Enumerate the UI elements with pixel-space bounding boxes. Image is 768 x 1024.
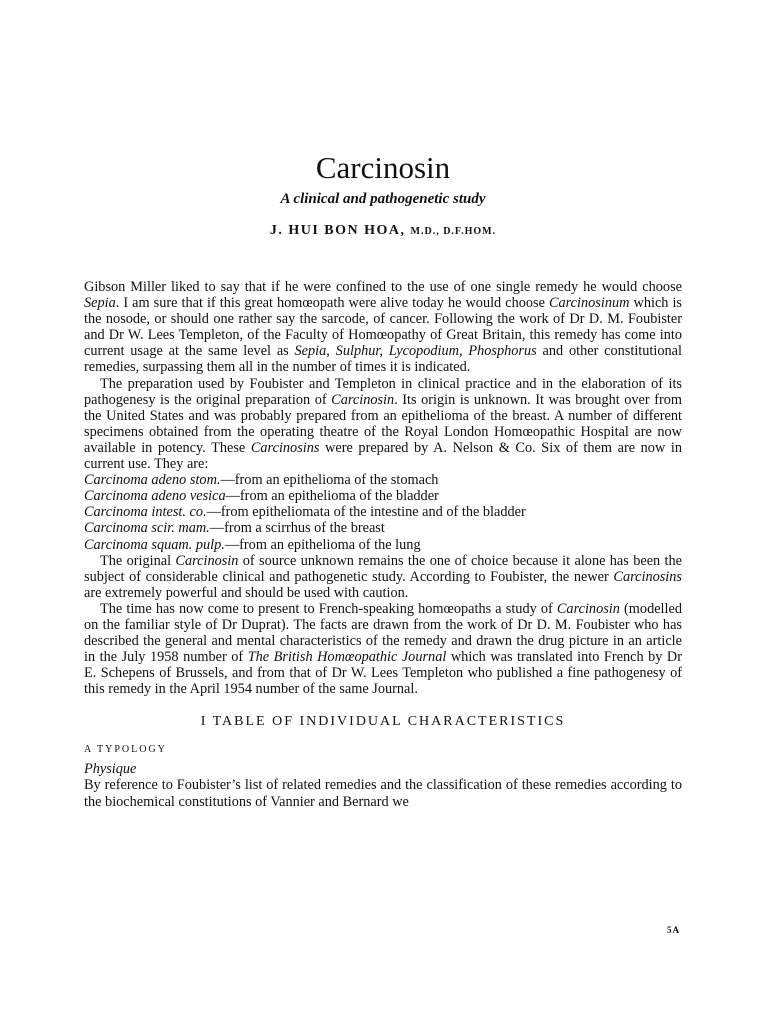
list-item-desc: —from epitheliomata of the intestine and of the bladder bbox=[206, 504, 526, 521]
list-item-name: Carcinoma adeno stom. bbox=[84, 472, 221, 489]
italic-run: Carcinosin bbox=[175, 552, 239, 569]
list-item bbox=[84, 472, 682, 488]
subsubsection-heading: Physique bbox=[84, 761, 137, 778]
italic-run: Carcinosin bbox=[556, 600, 620, 617]
italic-run: Carcinosins bbox=[613, 568, 682, 585]
article-title: Carcinosin bbox=[315, 150, 451, 185]
list-item bbox=[84, 537, 682, 553]
article-body bbox=[84, 279, 682, 810]
author-degrees: M.D., D.F.HOM. bbox=[410, 226, 497, 237]
article-page bbox=[84, 150, 682, 810]
paragraph-2: The preparation used by Foubister and Templeton in clinical practice and in the elaboration of its pathogenesy is the original preparation of Carcinosin. Its origin is unknown. It was brought over from the United States and was probably prepared from an epithelioma of the breast. A number of different specimens obtained from the operating theatre of the Royal London Homœopathic Hospital are now available in potency. These Carcinosins were prepared by A. Nelson & Co. Six of them are now in current use. They are: bbox=[84, 375, 682, 473]
paragraph-4: The time has now come to present to French-speaking homœopaths a study of Carcinosin (modelled on the familiar style of Dr Duprat). The facts are drawn from the work of Dr D. M. Foubister who has described the general and mental characteristics of the remedy and drawn the drug picture in an article in the July 1958 number of The British Homœopathic Journal which was translated into French by Dr E. Schepens of Brussels, and from that of Dr W. Lees Templeton who published a fine pathogenesy of this remedy in the April 1954 number of the same Journal. bbox=[84, 600, 683, 698]
list-item bbox=[84, 504, 682, 520]
italic-run: The British Homœopathic Journal bbox=[247, 649, 447, 666]
list-item-desc: —from an epithelioma of the bladder bbox=[225, 488, 439, 505]
list-item-name: Carcinoma adeno vesica bbox=[84, 488, 226, 505]
article-subtitle: A clinical and pathogenetic study bbox=[280, 191, 486, 207]
list-item-desc: —from an epithelioma of the lung bbox=[224, 536, 421, 553]
article-author bbox=[84, 222, 682, 241]
list-item-name: Carcinoma scir. mam. bbox=[84, 520, 210, 537]
paragraph-3: The original Carcinosin of source unknown remains the one of choice because it alone has been the subject of considerable clinical and pathogenetic study. According to Foubister, the newer Carcinosins are extremely powerful and should be used with caution. bbox=[84, 552, 682, 601]
italic-run: Carcinosins bbox=[250, 439, 320, 456]
paragraph-5: By reference to Foubister’s list of related remedies and the classification of these remedies according to the biochemical constitutions of Vannier and Bernard we bbox=[84, 777, 682, 810]
author-name: J. HUI BON HOA, bbox=[269, 223, 406, 238]
page-number: 5A bbox=[667, 925, 680, 935]
list-item-name: Carcinoma intest. co. bbox=[84, 504, 207, 521]
italic-run: Carcinosinum bbox=[548, 295, 630, 312]
carcinoma-list bbox=[84, 472, 682, 552]
list-item bbox=[84, 488, 682, 504]
list-item-name: Carcinoma squam. pulp. bbox=[84, 536, 225, 553]
list-item-desc: —from an epithelioma of the stomach bbox=[220, 472, 439, 489]
subsection-heading: A TYPOLOGY bbox=[84, 744, 167, 756]
italic-run: Carcinosin bbox=[331, 391, 395, 408]
italic-run: Sepia bbox=[84, 295, 116, 312]
list-item-desc: —from a scirrhus of the breast bbox=[209, 520, 385, 537]
italic-run: Sepia, Sulphur, Lycopodium, Phosphorus bbox=[294, 343, 537, 360]
paragraph-1: Gibson Miller liked to say that if he were confined to the use of one single remedy he would choose Sepia. I am sure that if this great homœopath were alive today he would choose Carcinosinum which is the nosode, or should one rather say the sarcode, of cancer. Following the work of Dr D. M. Foubister and Dr W. Lees Templeton, of the Faculty of Homœopathy of Great Britain, this remedy has come into current usage at the same level as Sepia, Sulphur, Lycopodium, Phosphorus and other constitutional remedies, surpassing them all in the number of times it is indicated. bbox=[84, 279, 682, 376]
list-item bbox=[84, 520, 682, 536]
section-heading: I TABLE OF INDIVIDUAL CHARACTERISTICS bbox=[200, 714, 566, 730]
